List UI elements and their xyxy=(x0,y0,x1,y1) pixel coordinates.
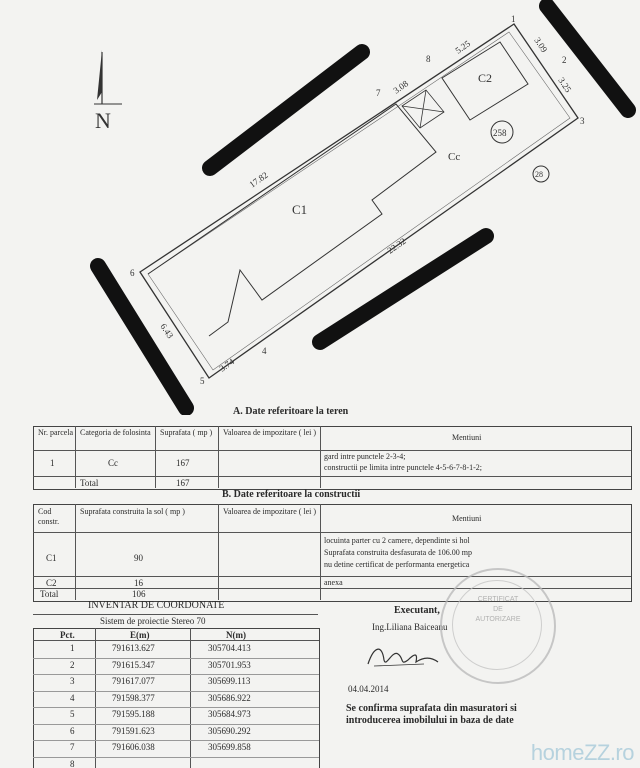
building-c1-label: C1 xyxy=(292,202,308,217)
point-2: 2 xyxy=(562,55,567,65)
dim-left: 6.43 xyxy=(158,321,176,341)
point-3: 3 xyxy=(580,116,585,126)
section-a-title: A. Date referitoare la teren xyxy=(233,406,349,417)
land-row-mention-1: gard intre punctele 2-3-4; xyxy=(324,452,406,461)
constr-c2-area: 16 xyxy=(134,578,143,588)
land-header-nr: Nr. parcela xyxy=(38,428,74,437)
dim-bottom-short: 3.74 xyxy=(217,356,237,374)
constr-c1-area: 90 xyxy=(134,553,143,563)
confirmation-line-2: introducerea imobilului in baza de date xyxy=(346,715,514,726)
constr-total-value: 106 xyxy=(132,589,146,599)
land-row-category: Cc xyxy=(108,458,118,468)
constr-header-area: Suprafata construita la sol ( mp ) xyxy=(80,507,185,516)
dim-top-mid: 3.08 xyxy=(391,78,411,96)
constr-header-tax-value: Valoarea de impozitare ( lei ) xyxy=(223,507,317,516)
coord-point: 2 xyxy=(70,659,75,670)
land-total-label: Total xyxy=(80,478,99,488)
parcel-number: 258 xyxy=(493,128,507,138)
constr-total-label: Total xyxy=(40,589,59,599)
coord-n: 305684.973 xyxy=(208,709,251,719)
redaction-mark-bottom xyxy=(320,236,486,342)
north-label: N xyxy=(95,108,111,133)
redaction-mark-right xyxy=(547,6,628,110)
coords-header-e: E(m) xyxy=(130,630,150,640)
coord-point: 5 xyxy=(70,709,75,719)
point-6: 6 xyxy=(130,268,135,278)
coord-e: 791615.347 xyxy=(112,659,155,670)
coords-header-n: N(m) xyxy=(226,630,246,640)
constr-c1-mention-1: locuinta parter cu 2 camere, dependinte si hol xyxy=(324,536,470,545)
coord-n: 305704.413 xyxy=(208,643,251,653)
north-arrow-icon xyxy=(94,50,122,133)
land-header-area: Suprafata ( mp ) xyxy=(160,428,213,437)
coord-row-divider xyxy=(33,658,319,659)
coord-n: 305699.858 xyxy=(208,742,251,752)
executant-date: 04.04.2014 xyxy=(348,684,389,694)
coord-point: 8 xyxy=(70,758,75,768)
hatched-area xyxy=(402,90,444,128)
coord-e: 791613.627 xyxy=(112,643,155,653)
coord-point: 6 xyxy=(70,725,75,736)
land-total-value: 167 xyxy=(176,478,190,488)
dim-right-b: 3.25 xyxy=(556,75,574,95)
point-5: 5 xyxy=(200,376,205,386)
coords-table xyxy=(33,628,320,768)
sector-number: 28 xyxy=(535,170,543,179)
coord-row-divider xyxy=(33,674,319,675)
stamp-line-2: DE xyxy=(493,606,503,613)
authorization-stamp xyxy=(440,568,556,684)
coord-e: 791591.623 xyxy=(112,725,155,736)
coord-point: 3 xyxy=(70,676,75,686)
constr-header-mentions: Mentiuni xyxy=(452,514,482,523)
point-7: 7 xyxy=(376,88,381,98)
executant-name: Ing.Liliana Baiceanu xyxy=(372,622,448,632)
coord-n: 305699.113 xyxy=(208,676,251,686)
coord-row-divider xyxy=(33,757,319,758)
site-watermark: homeZZ.ro xyxy=(530,740,634,765)
dim-bottom: 22.32 xyxy=(385,235,408,256)
coord-e: 791595.188 xyxy=(112,709,155,719)
land-row-nr: 1 xyxy=(50,458,55,468)
constr-c2-mention: anexa xyxy=(324,578,343,587)
point-1: 1 xyxy=(511,14,516,24)
stamp-line-3: AUTORIZARE xyxy=(475,616,521,623)
coord-e: 791606.038 xyxy=(112,742,155,752)
coord-point: 1 xyxy=(70,643,75,653)
coords-title: INVENTAR DE COORDONATE xyxy=(88,600,225,611)
coord-row-divider xyxy=(33,691,319,692)
redaction-mark-top xyxy=(210,52,362,168)
point-4: 4 xyxy=(262,346,267,356)
section-b-title: B. Date referitoare la constructii xyxy=(222,489,361,500)
confirmation-line-1: Se confirma suprafata din masuratori si xyxy=(346,703,517,714)
coord-row-divider xyxy=(33,724,319,725)
redaction-mark-left xyxy=(98,266,186,408)
land-header-category: Categoria de folosinta xyxy=(80,428,151,437)
coord-n: 305690.292 xyxy=(208,725,251,736)
executant-label: Executant, xyxy=(394,605,440,616)
constr-c2-code: C2 xyxy=(46,578,57,588)
coord-point: 4 xyxy=(70,692,75,703)
coords-header-point: Pct. xyxy=(60,630,75,640)
constr-c1-mention-3: nu detine certificat de performanta energetica xyxy=(324,560,470,569)
coord-row-divider xyxy=(33,707,319,708)
lot-category-label: Cc xyxy=(448,151,461,163)
coord-e: 791598.377 xyxy=(112,692,155,703)
coords-system: Sistem de proiectie Stereo 70 xyxy=(100,616,206,626)
coord-n: 305686.922 xyxy=(208,692,251,703)
coord-point: 7 xyxy=(70,742,75,752)
dim-top-left: 17.82 xyxy=(247,169,270,190)
constr-header-code: Cod constr. xyxy=(38,507,60,526)
coord-n: 305701.953 xyxy=(208,659,251,670)
constr-c1-mention-2: Suprafata construita desfasurata de 106.00 mp xyxy=(324,548,472,557)
building-c2-label: C2 xyxy=(478,71,493,85)
point-8: 8 xyxy=(426,54,431,64)
land-row-mention-2: constructii pe limita intre punctele 4-5-6-7-8-1-2; xyxy=(324,463,482,472)
constr-c1-code: C1 xyxy=(46,553,57,563)
land-header-tax-value: Valoarea de impozitare ( lei ) xyxy=(223,428,317,437)
land-header-mentions: Mentiuni xyxy=(452,433,482,442)
redaction-marks xyxy=(98,6,628,408)
coord-row-divider xyxy=(33,740,319,741)
dim-top-right: 5.25 xyxy=(453,38,473,56)
stamp-line-1: CERTIFICAT xyxy=(477,596,519,603)
signature xyxy=(364,640,444,670)
dim-right-a: 3.09 xyxy=(532,35,550,55)
land-row-area: 167 xyxy=(176,458,190,468)
coord-e: 791617.077 xyxy=(112,676,155,686)
